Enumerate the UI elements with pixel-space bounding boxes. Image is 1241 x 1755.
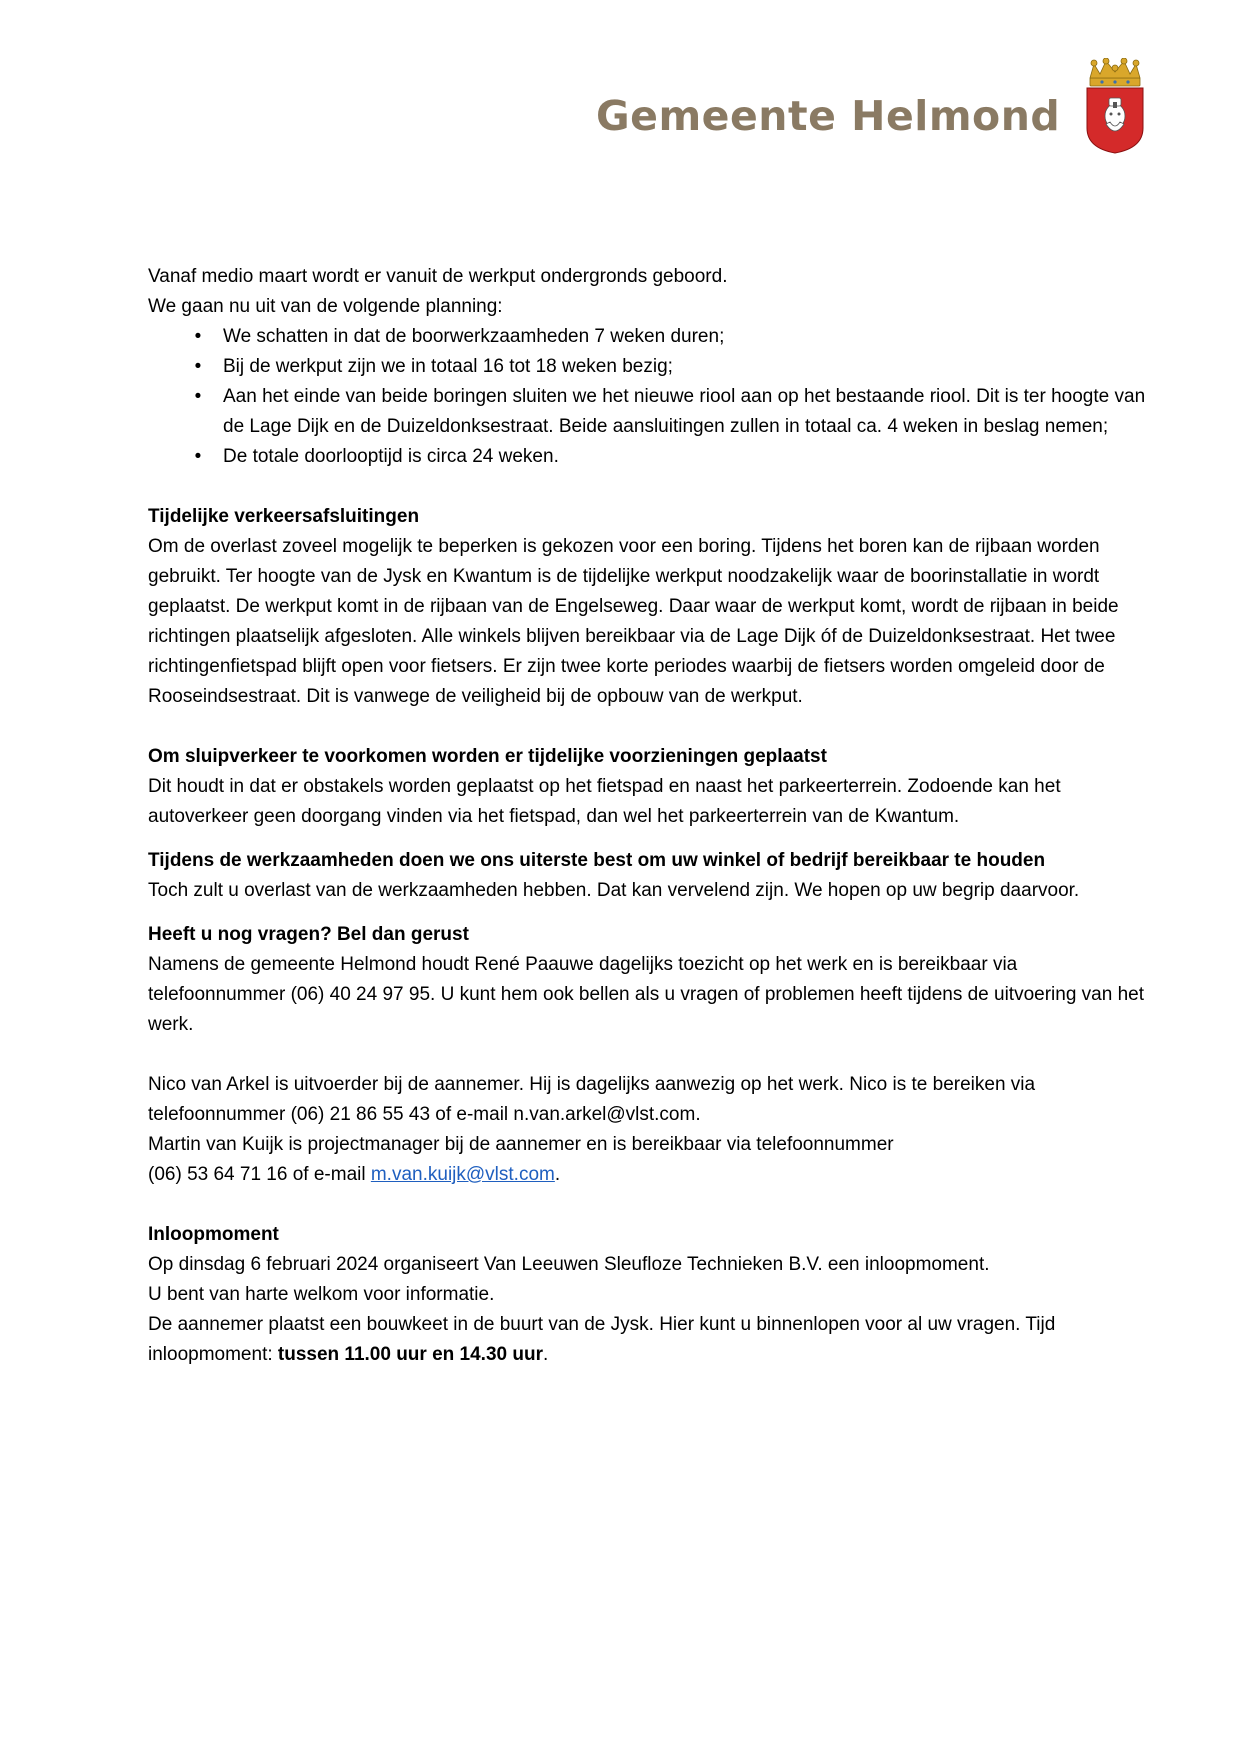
list-item-text: We schatten in dat de boorwerkzaamheden 7 weken duren; (223, 326, 725, 347)
bullet-icon: • (194, 326, 202, 347)
intro-line-1: Vanaf medio maart wordt er vanuit de werkput ondergronds geboord. (148, 266, 728, 287)
inloop-line-2: U bent van harte welkom voor informatie. (148, 1284, 495, 1305)
municipality-logo-text: Gemeente Helmond (596, 92, 1061, 140)
inloop-line-1: Op dinsdag 6 februari 2024 organiseert Van Leeuwen Sleufloze Technieken B.V. een inloopmoment. (148, 1254, 990, 1275)
inloop-line-3-suffix: . (542, 1344, 549, 1365)
vragen-heading: Heeft u nog vragen? Bel dan gerust (148, 924, 469, 945)
list-item-text: Bij de werkput zijn we in totaal 16 tot 18 weken bezig; (223, 356, 673, 377)
martin-email-link[interactable]: m.van.kuijk@vlst.com (370, 1164, 555, 1185)
contact-martin-phone: (06) 53 64 71 16 of e-mail (148, 1164, 371, 1185)
sluipverkeer-heading: Om sluipverkeer te voorkomen worden er tijdelijke voorzieningen geplaatst (148, 746, 827, 767)
contact-nico: Nico van Arkel is uitvoerder bij de aannemer. Hij is dagelijks aanwezig op het werk. Nico is te bereiken via telefoonnummer (06) 21 86 55 43 of e-mail n.van.arkel@vlst.com. (148, 1074, 1036, 1125)
bereikbaarheid-body: Toch zult u overlast van de werkzaamheden hebben. Dat kan vervelend zijn. We hopen op uw begrip daarvoor. (148, 880, 1080, 901)
inloop-line-3-text: De aannemer plaatst een bouwkeet in de buurt van de Jysk. Hier kunt u binnenlopen voor al uw vragen. Tijd inloopmoment: (148, 1314, 1056, 1365)
contact-martin-suffix: . (554, 1164, 561, 1185)
vragen-body: Namens de gemeente Helmond houdt René Paauwe dagelijks toezicht op het werk en is bereikbaar via telefoonnummer (06) 40 24 97 95. U kunt hem ook bellen als u vragen of problemen heeft tijdens de uitvoering van het werk. (148, 954, 1145, 1035)
inloop-time: tussen 11.00 uur en 14.30 uur (277, 1344, 543, 1365)
letter-body (148, 262, 1148, 1370)
bullet-icon: • (194, 386, 202, 407)
inloop-line-3 (148, 1310, 1148, 1370)
coat-of-arms-icon (1084, 58, 1146, 154)
traffic-body: Om de overlast zoveel mogelijk te beperken is gekozen voor een boring. Tijdens het boren kan de rijbaan worden gebruikt. Ter hoogte van de Jysk en Kwantum is de tijdelijke werkput noodzakelijk waar de boorinstallatie in wordt geplaatst. De werkput komt in de rijbaan van de Engelseweg. Daar waar de werkput komt, wordt de rijbaan in beide richtingen plaatselijk afgesloten. Alle winkels blijven bereikbaar via de Lage Dijk óf de Duizeldonksestraat. Het twee richtingenfietspad blijft open voor fietsers. Er zijn twee korte periodes waarbij de fietsers worden omgeleid door de Rooseindsestraat. Dit is vanwege de veiligheid bij de opbouw van de werkput. (148, 536, 1119, 707)
sluipverkeer-body: Dit houdt in dat er obstakels worden geplaatst op het fietspad en naast het parkeerterrein. Zodoende kan het autoverkeer geen doorgang vinden via het fietspad, dan wel het parkeerterrein van de Kwantum. (148, 776, 1061, 827)
list-item (148, 352, 1148, 382)
bereikbaarheid-heading: Tijdens de werkzaamheden doen we ons uiterste best om uw winkel of bedrijf bereikbaar te houden (148, 850, 1046, 871)
bullet-icon: • (194, 446, 202, 467)
list-item-text: De totale doorlooptijd is circa 24 weken. (223, 446, 559, 467)
planning-list (148, 322, 1148, 472)
list-item (148, 442, 1148, 472)
list-item-text: Aan het einde van beide boringen sluiten we het nieuwe riool aan op het bestaande riool. Dit is ter hoogte van de Lage Dijk en de Duizeldonksestraat. Beide aansluitingen zullen in totaal ca. 4 weken in beslag nemen; (223, 386, 1146, 437)
traffic-heading: Tijdelijke verkeersafsluitingen (148, 506, 420, 527)
inloop-heading: Inloopmoment (148, 1224, 279, 1245)
contact-martin-line-2 (148, 1160, 1148, 1190)
page-header (0, 0, 1241, 190)
intro-line-2: We gaan nu uit van de volgende planning: (148, 296, 503, 317)
list-item (148, 322, 1148, 352)
list-item (148, 382, 1148, 442)
bullet-icon: • (194, 356, 202, 377)
contact-martin-line-1: Martin van Kuijk is projectmanager bij de aannemer en is bereikbaar via telefoonnummer (148, 1134, 894, 1155)
